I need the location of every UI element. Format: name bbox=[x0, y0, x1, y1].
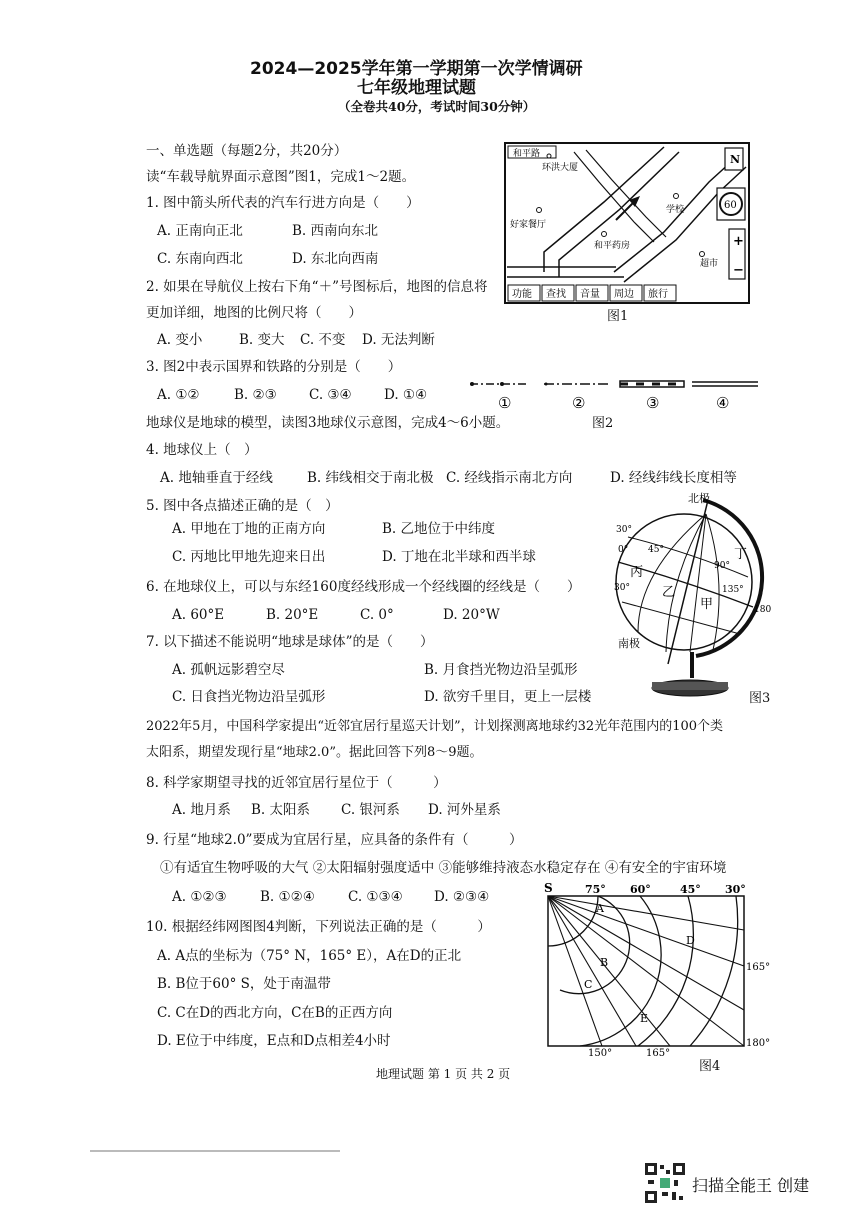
pharmacy-label: 和平药房 bbox=[594, 241, 631, 251]
q1-option-d: D. 东北向西南 bbox=[292, 251, 379, 267]
q8-option-c: C. 银河系 bbox=[341, 802, 400, 818]
nav-buttons bbox=[508, 285, 676, 301]
lon-135-label: 135° bbox=[722, 585, 744, 595]
symbol-1-number: ① bbox=[498, 394, 512, 412]
point-ding: 丁 bbox=[734, 547, 748, 562]
figure-2-caption: 图2 bbox=[592, 416, 614, 431]
section-heading: 一、单选题（每题2分，共20分） bbox=[146, 143, 348, 159]
q4-stem: 4. 地球仪上（ ） bbox=[146, 442, 258, 458]
q7-stem: 7. 以下描述不能说明“地球是球体”的是（ ） bbox=[146, 634, 434, 650]
figure-4-graticule bbox=[540, 880, 780, 1058]
nav-button-volume: 音量 bbox=[580, 289, 600, 300]
q2-option-b: B. 变大 bbox=[239, 332, 285, 348]
market-label: 超市 bbox=[700, 259, 719, 269]
school-label: 学校 bbox=[666, 205, 685, 215]
lon-90-label: 90° bbox=[714, 561, 730, 571]
q7-option-c: C. 日食挡光物边沿呈弧形 bbox=[172, 689, 326, 705]
right-lon-180-label: 180° bbox=[746, 1038, 771, 1049]
q7-option-d: D. 欲穷千里目，更上一层楼 bbox=[424, 689, 592, 705]
lat-30s-label: 30° bbox=[614, 583, 630, 593]
symbol-4 bbox=[692, 382, 758, 386]
north-label: N bbox=[730, 153, 741, 166]
q8-option-b: B. 太阳系 bbox=[251, 802, 311, 818]
q10-option-a: A. A点的坐标为（75° N，165° E），A在D的正北 bbox=[157, 948, 462, 964]
q9-option-d: D. ②③④ bbox=[434, 889, 490, 905]
lat-30-label: 30° bbox=[725, 883, 746, 896]
q5-option-b: B. 乙地位于中纬度 bbox=[382, 521, 496, 537]
q3-option-c: C. ③④ bbox=[309, 387, 352, 403]
exam-subject: 七年级地理试题 bbox=[357, 78, 476, 98]
q4-option-c: C. 经线指示南北方向 bbox=[446, 470, 573, 486]
nav-button-travel: 旅行 bbox=[648, 289, 668, 300]
q1-stem: 1. 图中箭头所代表的汽车行进方向是（ ） bbox=[146, 195, 420, 211]
q9-option-a: A. ①②③ bbox=[172, 889, 227, 905]
symbol-4-number: ④ bbox=[716, 394, 730, 412]
intro-1: 读“车载导航界面示意图”图1，完成1～2题。 bbox=[146, 169, 416, 185]
road-name-label: 和平路 bbox=[513, 149, 541, 159]
q6-option-b: B. 20°E bbox=[266, 607, 319, 623]
q9-option-c: C. ①③④ bbox=[348, 889, 403, 905]
q4-option-b: B. 纬线相交于南北极 bbox=[307, 470, 434, 486]
lat-45-label: 45° bbox=[680, 883, 701, 896]
zoom-out-icon: − bbox=[733, 263, 744, 278]
q7-option-b: B. 月食挡光物边沿呈弧形 bbox=[424, 662, 578, 678]
symbol-3 bbox=[620, 381, 684, 387]
scan-line bbox=[90, 1150, 340, 1152]
point-bing: 丙 bbox=[630, 565, 644, 580]
symbol-2 bbox=[544, 383, 608, 386]
symbol-2-number: ② bbox=[572, 394, 586, 412]
exam-title: 2024—2025学年第一学期第一次学情调研 bbox=[250, 59, 583, 79]
south-pole-label: 南极 bbox=[618, 637, 640, 650]
page-footer: 地理试题 第 1 页 共 2 页 bbox=[376, 1067, 511, 1081]
nav-button-function: 功能 bbox=[512, 289, 532, 300]
figure-1-caption: 图1 bbox=[607, 309, 629, 324]
q6-option-c: C. 0° bbox=[360, 607, 394, 623]
point-yi: 乙 bbox=[662, 585, 676, 600]
q1-option-c: C. 东南向西北 bbox=[157, 251, 243, 267]
q10-option-c: C. C在D的西北方向，C在B的正西方向 bbox=[157, 1005, 393, 1021]
figure-1-navigation-map bbox=[504, 142, 750, 304]
q2-option-d: D. 无法判断 bbox=[362, 332, 435, 348]
q5-option-c: C. 丙地比甲地先迎来日出 bbox=[172, 549, 326, 565]
lon-180-label: 180 bbox=[754, 605, 772, 615]
q2-option-c: C. 不变 bbox=[300, 332, 346, 348]
point-b: B bbox=[600, 956, 609, 969]
symbol-3-number: ③ bbox=[646, 394, 660, 412]
speed-limit-label: 60 bbox=[724, 200, 737, 211]
exam-note: （全卷共40分，考试时间30分钟） bbox=[338, 99, 536, 114]
q2-stem-1: 2. 如果在导航仪上按右下角“＋”号图标后，地图的信息将 bbox=[146, 279, 488, 295]
q1-option-a: A. 正南向正北 bbox=[157, 223, 243, 239]
q7-option-a: A. 孤帆远影碧空尽 bbox=[172, 662, 285, 678]
q1-option-b: B. 西南向东北 bbox=[292, 223, 379, 239]
q5-option-d: D. 丁地在北半球和西半球 bbox=[382, 549, 536, 565]
q10-stem: 10. 根据经纬网图图4判断，下列说法正确的是（ ） bbox=[146, 919, 491, 935]
nav-button-nearby: 周边 bbox=[614, 289, 634, 300]
intro-3-line-2: 太阳系，期望发现行星“地球2.0”。据此回答下列8～9题。 bbox=[146, 745, 483, 760]
q2-stem-2: 更加详细，地图的比例尺将（ ） bbox=[146, 305, 362, 321]
q10-option-d: D. E位于中纬度，E点和D点相差4小时 bbox=[157, 1033, 391, 1049]
symbol-1 bbox=[470, 382, 526, 386]
q4-option-d: D. 经线纬线长度相等 bbox=[610, 470, 737, 486]
q6-stem: 6. 在地球仪上，可以与东经160度经线形成一个经线圈的经线是（ ） bbox=[146, 579, 581, 595]
point-e: E bbox=[640, 1012, 649, 1025]
figure-3-globe bbox=[608, 492, 776, 704]
q3-option-b: B. ②③ bbox=[234, 387, 277, 403]
corner-s-label: S bbox=[544, 881, 553, 895]
restaurant-label: 好家餐厅 bbox=[510, 220, 547, 230]
point-c: C bbox=[584, 978, 593, 991]
figure-4-caption: 图4 bbox=[699, 1059, 721, 1074]
q4-option-a: A. 地轴垂直于经线 bbox=[160, 470, 273, 486]
q3-option-d: D. ①④ bbox=[384, 387, 428, 403]
q3-option-a: A. ①② bbox=[157, 387, 200, 403]
hotel-label: 环洪大厦 bbox=[542, 163, 579, 173]
q10-option-b: B. B位于60° S，处于南温带 bbox=[157, 976, 331, 992]
nav-button-search: 查找 bbox=[546, 289, 566, 300]
q5-stem: 5. 图中各点描述正确的是（ ） bbox=[146, 498, 339, 514]
point-jia: 甲 bbox=[700, 597, 714, 612]
north-pole-label: 北极 bbox=[688, 492, 710, 505]
qr-code-icon bbox=[644, 1162, 686, 1204]
q2-option-a: A. 变小 bbox=[157, 332, 203, 348]
lon-45-label: 45° bbox=[648, 545, 664, 555]
q3-stem: 3. 图2中表示国界和铁路的分别是（ ） bbox=[146, 359, 402, 375]
point-d: D bbox=[686, 934, 695, 947]
q9-stem: 9. 行星“地球2.0”要成为宜居行星，应具备的条件有（ ） bbox=[146, 832, 523, 848]
intro-3-line-1: 2022年5月，中国科学家提出“近邻宜居行星巡天计划”，计划探测离地球约32光年范围内的100个类 bbox=[146, 719, 724, 734]
q9-conditions: ①有适宜生物呼吸的大气 ②太阳辐射强度适中 ③能够维持液态水稳定存在 ④有安全的宇宙环境 bbox=[160, 860, 727, 876]
right-lon-165-label: 165° bbox=[746, 962, 771, 973]
figure-3-caption: 图3 bbox=[749, 691, 771, 706]
point-a: A bbox=[596, 902, 604, 915]
q9-option-b: B. ①②④ bbox=[260, 889, 315, 905]
lat-60-label: 60° bbox=[630, 883, 651, 896]
q8-stem: 8. 科学家期望寻找的近邻宜居行星位于（ ） bbox=[146, 775, 447, 791]
q5-option-a: A. 甲地在丁地的正南方向 bbox=[172, 521, 326, 537]
zoom-in-icon: + bbox=[733, 234, 744, 249]
q8-option-a: A. 地月系 bbox=[172, 802, 231, 818]
figure-2-line-symbols bbox=[466, 376, 766, 412]
lon-150-label: 150° bbox=[588, 1048, 613, 1058]
q8-option-d: D. 河外星系 bbox=[428, 802, 501, 818]
q6-option-a: A. 60°E bbox=[172, 607, 225, 623]
lon-165-label: 165° bbox=[646, 1048, 671, 1058]
lat-30-label: 30° bbox=[616, 525, 632, 535]
q6-option-d: D. 20°W bbox=[443, 607, 500, 623]
lat-0-label: 0° bbox=[618, 545, 629, 555]
lat-75-label: 75° bbox=[585, 883, 606, 896]
intro-2: 地球仪是地球的模型，读图3地球仪示意图，完成4～6小题。 bbox=[146, 415, 510, 431]
scanner-watermark: 扫描全能王 创建 bbox=[692, 1176, 810, 1195]
